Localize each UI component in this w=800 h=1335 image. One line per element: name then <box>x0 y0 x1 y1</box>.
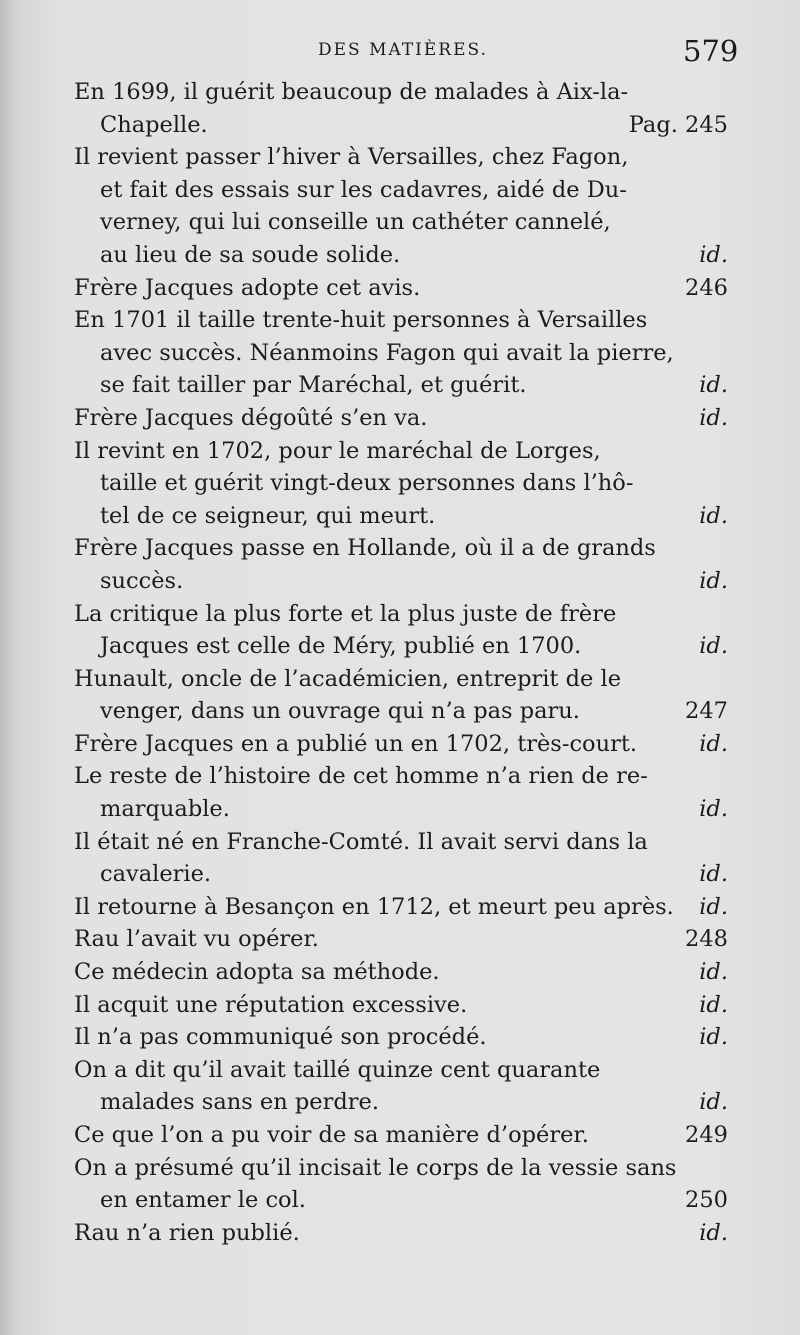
entry-text: tel de ce seigneur, qui meurt. <box>100 502 436 529</box>
page-reference-value: 248 <box>685 926 728 953</box>
entry-text: verney, qui lui conseille un cathéter cannelé, <box>100 209 611 236</box>
entry-text: Rau l’avait vu opérer. <box>74 926 319 953</box>
page-reference <box>699 1086 728 1119</box>
entry-line <box>74 1217 728 1250</box>
entry-line <box>74 369 728 402</box>
entry-line <box>74 1086 728 1119</box>
entry-line <box>74 239 728 272</box>
page-reference <box>629 109 728 142</box>
entry-text: Il n’a pas communiqué son procédé. <box>74 1024 487 1051</box>
page-reference <box>699 565 728 598</box>
entry-text: Il acquit une réputation excessive. <box>74 991 468 1018</box>
entry-line <box>74 728 728 761</box>
entry-line <box>74 500 728 533</box>
page-reference-value: id. <box>699 372 728 399</box>
entry-text: Frère Jacques dégoûté s’en va. <box>74 404 428 431</box>
entry-text: En 1699, il guérit beaucoup de malades à Aix-la- <box>74 79 629 105</box>
page-reference-value: id. <box>699 1024 728 1051</box>
index-entry <box>74 1054 728 1119</box>
entry-line <box>74 598 728 631</box>
index-entry <box>74 826 728 891</box>
page-reference-value: id. <box>699 567 728 594</box>
index-entry <box>74 1021 728 1054</box>
page-header <box>0 34 800 74</box>
entry-text: En 1701 il taille trente-huit personnes à Versailles <box>74 307 648 334</box>
entry-line <box>74 1021 728 1054</box>
entry-line <box>74 923 728 956</box>
entry-text: cavalerie. <box>100 861 212 888</box>
entry-text: Frère Jacques passe en Hollande, où il a de grands <box>74 535 656 562</box>
entry-line <box>74 1152 728 1185</box>
page-reference-value: id. <box>699 959 728 986</box>
entry-text: se fait tailler par Maréchal, et guérit. <box>100 372 527 399</box>
index-entry <box>74 728 728 761</box>
entry-text: Hunault, oncle de l’académicien, entreprit de le <box>74 665 622 692</box>
page-reference-value: 246 <box>685 274 728 301</box>
page-reference-value: id. <box>699 796 728 823</box>
entry-line <box>74 272 728 305</box>
entry-line <box>74 304 728 337</box>
page-reference <box>699 728 728 761</box>
page-reference <box>699 891 728 924</box>
index-entry <box>74 956 728 989</box>
page-reference-value: id. <box>699 241 728 268</box>
entry-line <box>74 76 728 109</box>
page-reference <box>685 272 728 305</box>
entry-text: Il était né en Franche-Comté. Il avait servi dans la <box>74 828 648 855</box>
entry-text: On a dit qu’il avait taillé quinze cent quarante <box>74 1056 601 1083</box>
page-reference-value: 245 <box>685 111 728 138</box>
index-entry <box>74 1152 728 1217</box>
entry-text: Le reste de l’histoire de cet homme n’a rien de re- <box>74 763 648 790</box>
entry-line <box>74 532 728 565</box>
entry-line <box>74 141 728 174</box>
index-entry <box>74 76 728 141</box>
entry-text: taille et guérit vingt-deux personnes dans l’hô- <box>100 470 634 497</box>
page-reference-value: id. <box>699 1219 728 1246</box>
page-reference <box>699 1217 728 1250</box>
entry-line <box>74 402 728 435</box>
page-reference <box>699 369 728 402</box>
entry-line <box>74 989 728 1022</box>
index-entry <box>74 304 728 402</box>
entry-line <box>74 109 728 142</box>
entry-line <box>74 695 728 728</box>
index-entry <box>74 923 728 956</box>
entry-text: marquable. <box>100 796 230 823</box>
entry-text: Chapelle. <box>100 111 208 138</box>
index-entry <box>74 1217 728 1250</box>
entry-text: Jacques est celle de Méry, publié en 1700. <box>100 633 582 660</box>
index-entry <box>74 1119 728 1152</box>
entry-text: Frère Jacques adopte cet avis. <box>74 274 421 301</box>
page-reference <box>699 989 728 1022</box>
entry-text: et fait des essais sur les cadavres, aidé de Du- <box>100 176 627 203</box>
page-reference-value: id. <box>699 730 728 757</box>
page-number: 579 <box>683 34 739 68</box>
page-reference-value: 249 <box>685 1122 728 1148</box>
entry-text: venger, dans un ouvrage qui n’a pas paru. <box>100 698 580 725</box>
index-entry <box>74 435 728 533</box>
entry-text: malades sans en perdre. <box>100 1089 379 1116</box>
page-reference <box>699 858 728 891</box>
page-reference <box>685 695 728 728</box>
entry-text: Il retourne à Besançon en 1712, et meurt peu après. <box>74 893 674 920</box>
page-reference-label: Pag. <box>628 111 686 138</box>
index-entries <box>74 76 728 1249</box>
page-reference <box>699 793 728 826</box>
page-reference-value: id. <box>699 893 728 920</box>
entry-line <box>74 174 728 207</box>
index-entry <box>74 141 728 271</box>
entry-text: Il revint en 1702, pour le maréchal de Lorges, <box>74 437 601 464</box>
entry-line <box>74 206 728 239</box>
page-reference <box>685 923 728 956</box>
entry-line <box>74 956 728 989</box>
entry-text: Frère Jacques en a publié un en 1702, très-court. <box>74 730 638 757</box>
page-reference-value: id. <box>699 861 728 888</box>
running-head: DES MATIÈRES. <box>318 40 488 60</box>
entry-line <box>74 1054 728 1087</box>
entry-text: Ce que l’on a pu voir de sa manière d’opérer. <box>74 1122 589 1148</box>
page-reference <box>685 1119 728 1152</box>
index-entry <box>74 402 728 435</box>
entry-line <box>74 793 728 826</box>
entry-text: Rau n’a rien publié. <box>74 1219 300 1246</box>
index-entry <box>74 598 728 663</box>
page-reference <box>699 630 728 663</box>
entry-text: avec succès. Néanmoins Fagon qui avait la pierre, <box>100 339 674 366</box>
page-reference <box>699 500 728 533</box>
index-entry <box>74 760 728 825</box>
entry-text: Il revient passer l’hiver à Versailles, chez Fagon, <box>74 144 629 171</box>
entry-line <box>74 663 728 696</box>
entry-text: au lieu de sa soude solide. <box>100 241 401 268</box>
entry-line <box>74 337 728 370</box>
entry-text: On a présumé qu’il incisait le corps de la vessie sans <box>74 1154 677 1181</box>
index-entry <box>74 272 728 305</box>
entry-line <box>74 565 728 598</box>
entry-line <box>74 826 728 859</box>
page-reference-value: 250 <box>685 1187 728 1214</box>
page-reference-value: 247 <box>685 698 728 725</box>
index-entry <box>74 891 728 924</box>
page-reference <box>699 402 728 435</box>
page-reference-value: id. <box>699 991 728 1018</box>
entry-text: Ce médecin adopta sa méthode. <box>74 959 440 986</box>
page-reference-value: id. <box>699 404 728 431</box>
entry-line <box>74 1184 728 1217</box>
page-reference-value: id. <box>699 502 728 529</box>
entry-line <box>74 630 728 663</box>
entry-line <box>74 760 728 793</box>
page-reference <box>699 239 728 272</box>
page-reference <box>699 956 728 989</box>
entry-text: La critique la plus forte et la plus juste de frère <box>74 600 617 627</box>
page-reference <box>685 1184 728 1217</box>
entry-line <box>74 858 728 891</box>
entry-line <box>74 1119 728 1152</box>
entry-line <box>74 435 728 468</box>
entry-text: en entamer le col. <box>100 1187 306 1214</box>
page-reference <box>699 1021 728 1054</box>
entry-line <box>74 891 728 924</box>
index-entry <box>74 532 728 597</box>
page-reference-value: id. <box>699 1089 728 1116</box>
entry-line <box>74 467 728 500</box>
index-entry <box>74 663 728 728</box>
entry-text: succès. <box>100 567 184 594</box>
page-reference-value: id. <box>699 633 728 660</box>
index-entry <box>74 989 728 1022</box>
